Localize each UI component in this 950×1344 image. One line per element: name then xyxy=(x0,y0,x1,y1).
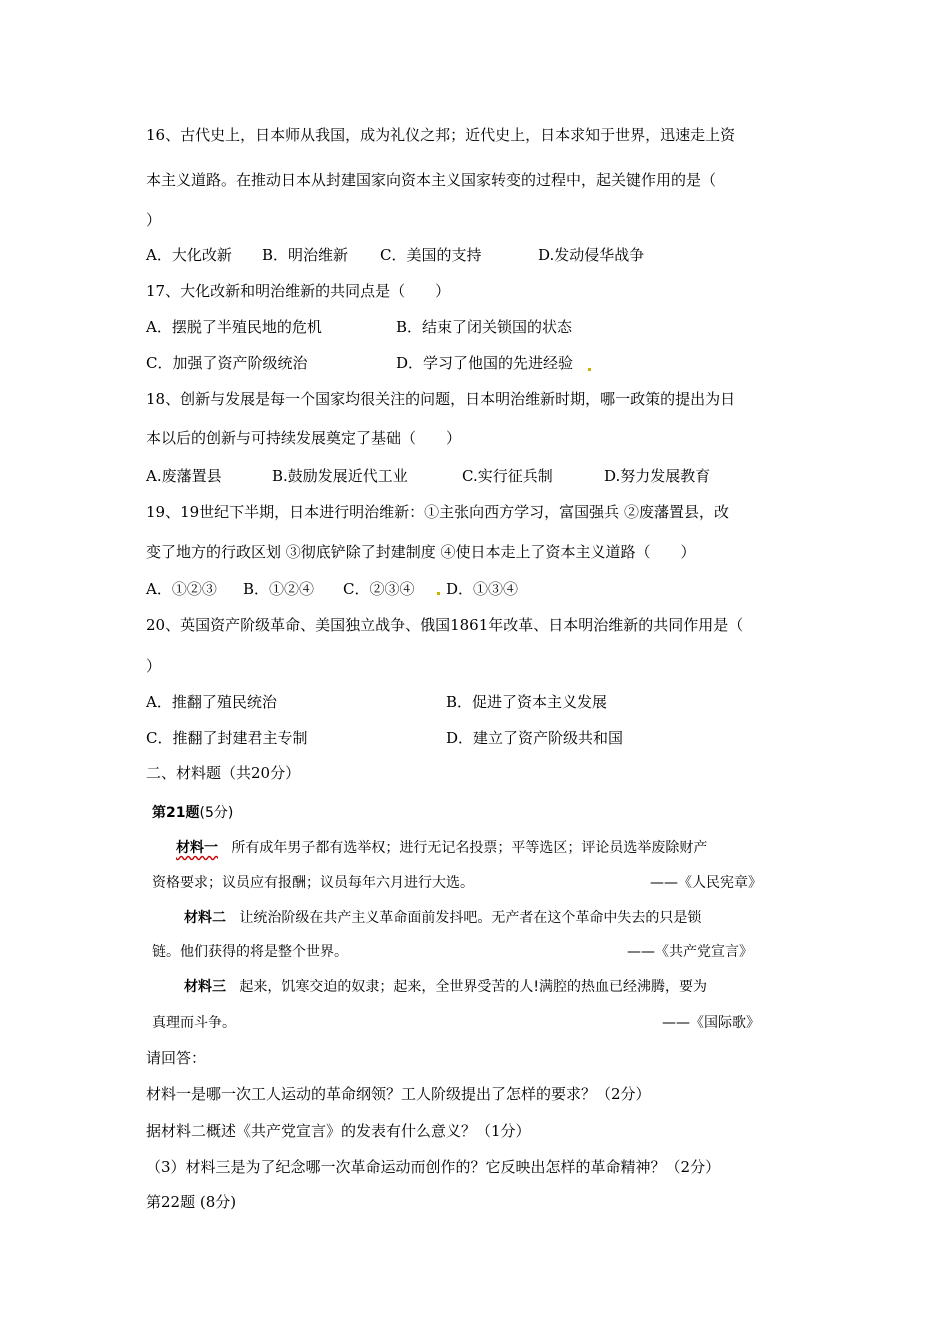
q16-stem-line3: ） xyxy=(146,211,162,229)
q19-option-b: B．①②④ xyxy=(243,580,315,598)
q16-option-a: A．大化改新 xyxy=(146,246,232,264)
edit-marker xyxy=(437,592,440,595)
material-2-text1: 让统治阶级在共产主义革命面前发抖吧。无产者在这个革命中失去的只是锁 xyxy=(239,910,702,926)
material-1-text1: 所有成年男子都有选举权；进行无记名投票；平等选区；评论员选举废除财产 xyxy=(231,840,708,856)
q21-title-bold: 第21题 xyxy=(152,805,200,821)
q19-stem-line1: 19、19世纪下半期，日本进行明治维新：①主张向西方学习，富国强兵 ②废藩置县，改 xyxy=(146,503,729,521)
q19-stem-line2: 变了地方的行政区划 ③彻底铲除了封建制度 ④使日本走上了资本主义道路（ ） xyxy=(146,543,696,561)
q16-stem-line1: 16、古代史上，日本师从我国，成为礼仪之邦；近代史上，日本求知于世界，迅速走上资 xyxy=(146,126,736,144)
edit-marker xyxy=(588,368,591,371)
q20-option-c: C．推翻了封建君主专制 xyxy=(146,729,308,747)
q21-title-points: (5分) xyxy=(199,805,234,821)
q21-sub3: （3）材料三是为了纪念哪一次革命运动而创作的？它反映出怎样的革命精神？（2分） xyxy=(146,1158,721,1176)
material-2-line2: 链。他们获得的将是整个世界。 xyxy=(152,944,348,960)
q19-option-d: D．①③④ xyxy=(446,580,519,598)
q16-stem-line2: 本主义道路。在推动日本从封建国家向资本主义国家转变的过程中，起关键作用的是（ xyxy=(146,171,717,189)
q16-option-d: D.发动侵华战争 xyxy=(538,246,645,264)
q20-stem-line1: 20、英国资产阶级革命、美国独立战争、俄国1861年改革、日本明治维新的共同作用是（ xyxy=(146,616,744,634)
q21-title xyxy=(152,803,233,823)
q20-option-d: D．建立了资产阶级共和国 xyxy=(446,729,624,747)
q19-option-c: C．②③④ xyxy=(343,580,415,598)
q16-option-b: B．明治维新 xyxy=(262,246,349,264)
q21-sub1: 材料一是哪一次工人运动的革命纲领？工人阶级提出了怎样的要求？（2分） xyxy=(146,1085,651,1103)
q17-stem: 17、大化改新和明治维新的共同点是（ ） xyxy=(146,282,451,300)
q21-sub2: 据材料二概述《共产党宣言》的发表有什么意义？（1分） xyxy=(146,1122,531,1140)
material-2-line1 xyxy=(184,908,701,928)
q18-stem-line1: 18、创新与发展是每一个国家均很关注的问题，日本明治维新时期，哪一政策的提出为日 xyxy=(146,390,736,408)
material-3-source: ——《国际歌》 xyxy=(662,1015,760,1031)
q16-option-c: C．美国的支持 xyxy=(380,246,482,264)
material-3-text1: 起来，饥寒交迫的奴隶；起来，全世界受苦的人!满腔的热血已经沸腾，要为 xyxy=(239,979,707,995)
q20-option-a: A．推翻了殖民统治 xyxy=(146,693,277,711)
q18-option-b: B.鼓励发展近代工业 xyxy=(272,467,408,485)
q21-prompt: 请回答： xyxy=(146,1049,207,1067)
q17-option-d: D．学习了他国的先进经验 xyxy=(396,354,574,372)
material-3-line2: 真理而斗争。 xyxy=(152,1015,236,1031)
q20-stem-line2: ） xyxy=(146,657,162,675)
q18-option-a: A.废藩置县 xyxy=(146,467,222,485)
material-3-line1 xyxy=(184,977,707,997)
q17-option-a: A．摆脱了半殖民地的危机 xyxy=(146,318,322,336)
q17-option-c: C．加强了资产阶级统治 xyxy=(146,354,308,372)
material-1-line2: 资格要求；议员应有报酬；议员每年六月进行大选。 xyxy=(152,875,474,891)
q20-option-b: B．促进了资本主义发展 xyxy=(446,693,608,711)
q22-title: 第22题 (8分) xyxy=(146,1193,237,1211)
q18-option-d: D.努力发展教育 xyxy=(604,467,711,485)
section-heading: 二、材料题（共20分） xyxy=(146,764,301,782)
material-2-label: 材料二 xyxy=(184,910,226,926)
q18-stem-line2: 本以后的创新与可持续发展奠定了基础（ ） xyxy=(146,429,462,447)
q19-option-a: A．①②③ xyxy=(146,580,217,598)
q18-option-c: C.实行征兵制 xyxy=(462,467,553,485)
material-1-label: 材料一 xyxy=(176,840,218,856)
q17-option-b: B．结束了闭关锁国的状态 xyxy=(396,318,573,336)
material-3-label: 材料三 xyxy=(184,979,226,995)
material-2-source: ——《共产党宣言》 xyxy=(627,944,753,960)
material-1-line1 xyxy=(176,838,707,858)
material-1-source: ——《人民宪章》 xyxy=(650,875,762,891)
